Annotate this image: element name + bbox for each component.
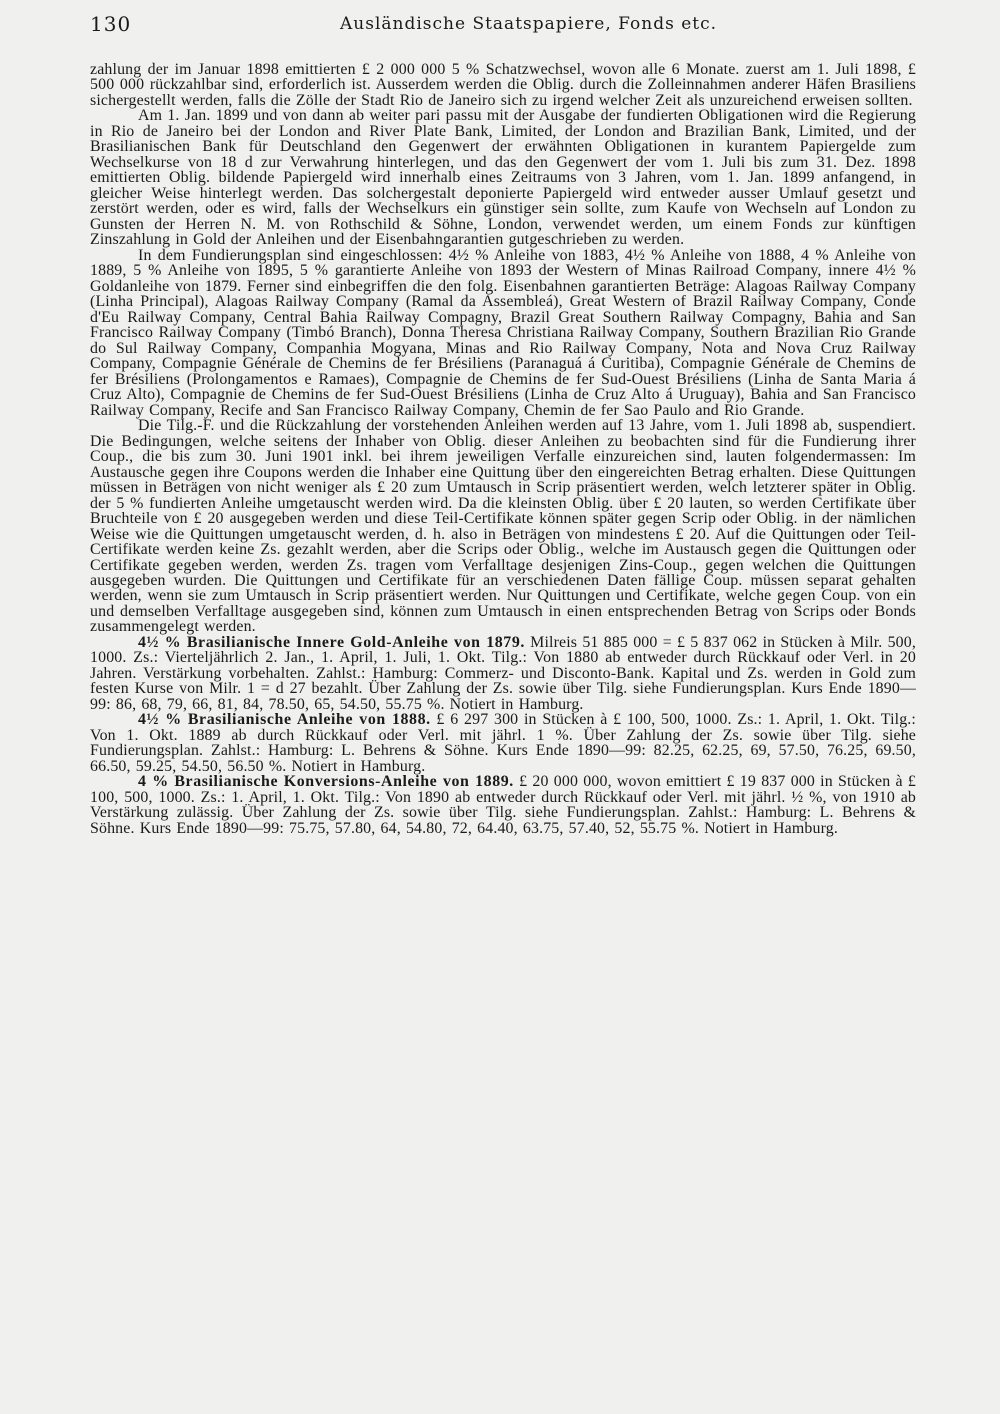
loan-text: Milreis 51 885 000 = £ 5 837 062 in Stücken à Milr. 500, 1000. Zs.: Vierteljährlich 2. Jan., 1. April, 1. Juli, 1. Okt. Tilg.: Von 1880 ab entweder durch Rückkauf oder Verl. in 20 Jahren. Verstärkung vorbehalten. Zahlst.: Hamburg: Commerz- und Disconto-Bank. Kapital und Zs. werden in Gold zum festen Kurse von Milr. 1 = d 27 bezahlt. Über Zahlung der Zs. sowie über Tilg. siehe Fundierungsplan. Kurs Ende 1890—99: 86, 68, 79, 66, 81, 84, 78.50, 65, 54.50, 55.75 %. Notiert in Hamburg. (90, 633, 916, 713)
page-header (90, 12, 920, 40)
loan-title: 4 % Brasilianische Konversions-Anleihe von 1889. (138, 773, 514, 791)
loan-entry-1888 (90, 712, 916, 774)
page-body (90, 62, 916, 836)
running-head: Ausländische Staatspapiere, Fonds etc. (340, 14, 718, 34)
loan-title: 4½ % Brasilianische Innere Gold-Anleihe von 1879. (138, 633, 525, 651)
loan-entry-1879 (90, 635, 916, 712)
paragraph-continuation: zahlung der im Januar 1898 emittierten £ 2 000 000 5 % Schatzwechsel, wovon alle 6 Monate. zuerst am 1. Juli 1898, £ 500 000 rückzahlbar sind, erforderlich ist. Ausserdem werden die Oblig. durch die Zolleinnahmen anderer Häfen Brasiliens sichergestellt werden, falls die Zölle der Stadt Rio de Janeiro sich zu irgend welcher Zeit als unzureichend erweisen sollten. (90, 61, 916, 109)
loan-entry-1889 (90, 774, 916, 836)
paragraph-funding-plan: In dem Fundierungsplan sind eingeschlossen: 4½ % Anleihe von 1883, 4½ % Anleihe von 1888, 4 % Anleihe von 1889, 5 % Anleihe von 1895, 5 % garantierte Anleihe von 1893 der Western of Minas Railroad Company, innere 4½ % Goldanleihe von 1879. Ferner sind einbegriffen die den folg. Eisenbahnen garantierten Beträge: Alagoas Railway Company (Linha Principal), Alagoas Railway Company (Ramal da Assembleá), Great Western of Brazil Railway Company, Conde d'Eu Railway Company, Central Bahia Railway Compagny, Brazil Great Southern Railway Compagny, Bahia and San Francisco Railway Company (Timbó Branch), Donna Theresa Christiana Railway Company, Southern Brazilian Rio Grande do Sul Railway Company, Companhia Mogyana, Minas and Rio Railway Company, Nota and Nova Cruz Railway Company, Compagnie Générale de Chemins de fer Brésiliens (Paranaguá á Curitiba), Compagnie Générale de Chemins de fer Brésiliens (Prolongamentos e Ramaes), Compagnie de Chemins de fer Sud-Ouest Brésiliens (Linha de Santa Maria á Cruz Alto), Compagnie de Chemins de fer Sud-Ouest Brésiliens (Linha de Cruz Alto á Uruguay), Bahia and San Francisco Railway Company, Recife and San Francisco Railway Company, Chemin de fer Sao Paulo and Rio Grande. (90, 246, 916, 419)
loan-text: £ 6 297 300 in Stücken à £ 100, 500, 1000. Zs.: 1. April, 1. Okt. Tilg.: Von 1. Okt. 1889 ab durch Rückkauf oder Verl. mit jährl. 1 %. Über Zahlung der Zs. sowie über Tilg. siehe Fundierungsplan. Zahlst.: Hamburg: L. Behrens & Söhne. Kurs Ende 1890—99: 82.25, 62.25, 69, 57.50, 76.25, 69.50, 66.50, 59.25, 54.50, 56.50 %. Notiert in Hamburg. (90, 711, 916, 775)
page-number: 130 (90, 12, 132, 36)
paragraph-deposit: Am 1. Jan. 1899 und von dann ab weiter pari passu mit der Ausgabe der fundierten Obligationen wird die Regierung in Rio de Janeiro bei der London and River Plate Bank, Limited, der London and Brazilian Bank, Limited, und der Brasilianischen Bank für Deutschland den Gegenwert der erwähnten Obligationen in kurantem Papiergelde zum Wechselkurse von 18 d zur Verwahrung hinterlegen, und das den Gegenwert der vom 1. Juli bis zum 31. Dez. 1898 emittierten Oblig. bildende Papiergeld wird innerhalb eines Zeitraums von 3 Jahren, vom 1. Jan. 1899 anfangend, in gleicher Weise hinterlegt werden. Das solchergestalt deponierte Papiergeld wird entweder ausser Umlauf gesetzt und zerstört werden, oder es wird, falls der Wechselkurs ein günstiger sein sollte, zum Kaufe von Wechseln auf London zu Gunsten der Herren N. M. von Rothschild & Söhne, London, verwendet werden, um einem Fonds zur künftigen Zinszahlung in Gold der Anleihen und der Eisenbahngarantien gutgeschrieben zu werden. (90, 107, 916, 249)
loan-text: £ 20 000 000, wovon emittiert £ 19 837 000 in Stücken à £ 100, 500, 1000. Zs.: 1. April, 1. Okt. Tilg.: Von 1890 ab entweder durch Rückkauf oder Verl. mit jährl. ½ %, von 1910 ab Verstärkung zulässig. Über Zahlung der Zs. sowie über Tilg. siehe Fundierungsplan. Zahlst.: Hamburg: L. Behrens & Söhne. Kurs Ende 1890—99: 75.75, 57.80, 64, 54.80, 72, 64.40, 63.75, 57.40, 52, 55.75 %. Notiert in Hamburg. (90, 773, 917, 837)
paragraph-suspension: Die Tilg.-F. und die Rückzahlung der vorstehenden Anleihen werden auf 13 Jahre, vom 1. Juli 1898 ab, suspendiert. Die Bedingungen, welche seitens der Inhaber von Oblig. dieser Anleihen zu beobachten sind für die Fundierung ihrer Coup., die bis zum 30. Juni 1901 inkl. bei ihrem jeweiligen Verfalle einzureichen sind, lauten folgendermassen: Im Austausche gegen ihre Coupons werden die Inhaber eine Quittung über den eingereichten Betrag erhalten. Diese Quittungen müssen in Beträgen von nicht weniger als £ 20 zum Umtausch in Scrip präsentiert werden, welch letzterer später in Oblig. der 5 % fundierten Anleihe umgetauscht werden wird. Da die kleinsten Oblig. über £ 20 lauten, so werden Certifikate über Bruchteile von £ 20 ausgegeben werden und diese Teil-Certifikate können später gegen Scrip oder Oblig. in der nämlichen Weise wie die Quittungen umgetauscht werden, d. h. also in Beträgen von mindestens £ 20. Auf die Quittungen oder Teil-Certifikate werden keine Zs. gezahlt werden, aber die Scrips oder Oblig., welche im Austausch gegen die Quittungen oder Certifikate gegeben werden, werden Zs. tragen vom Verfalltage desjenigen Zins-Coup., gegen welchen die Quittungen ausgegeben wurden. Die Quittungen und Certifikate für an verschiedenen Daten fällige Coup. müssen separat gehalten werden, wenn sie zum Umtausch in Scrip präsentiert werden. Nur Quittungen und Certifikate, welche gegen Coup. von ein und demselben Verfalltage ausgegeben sind, können zum Umtausch in einen entsprechenden Betrag von Scrips oder Bonds zusammengelegt werden. (90, 417, 916, 636)
loan-title: 4½ % Brasilianische Anleihe von 1888. (138, 711, 431, 729)
